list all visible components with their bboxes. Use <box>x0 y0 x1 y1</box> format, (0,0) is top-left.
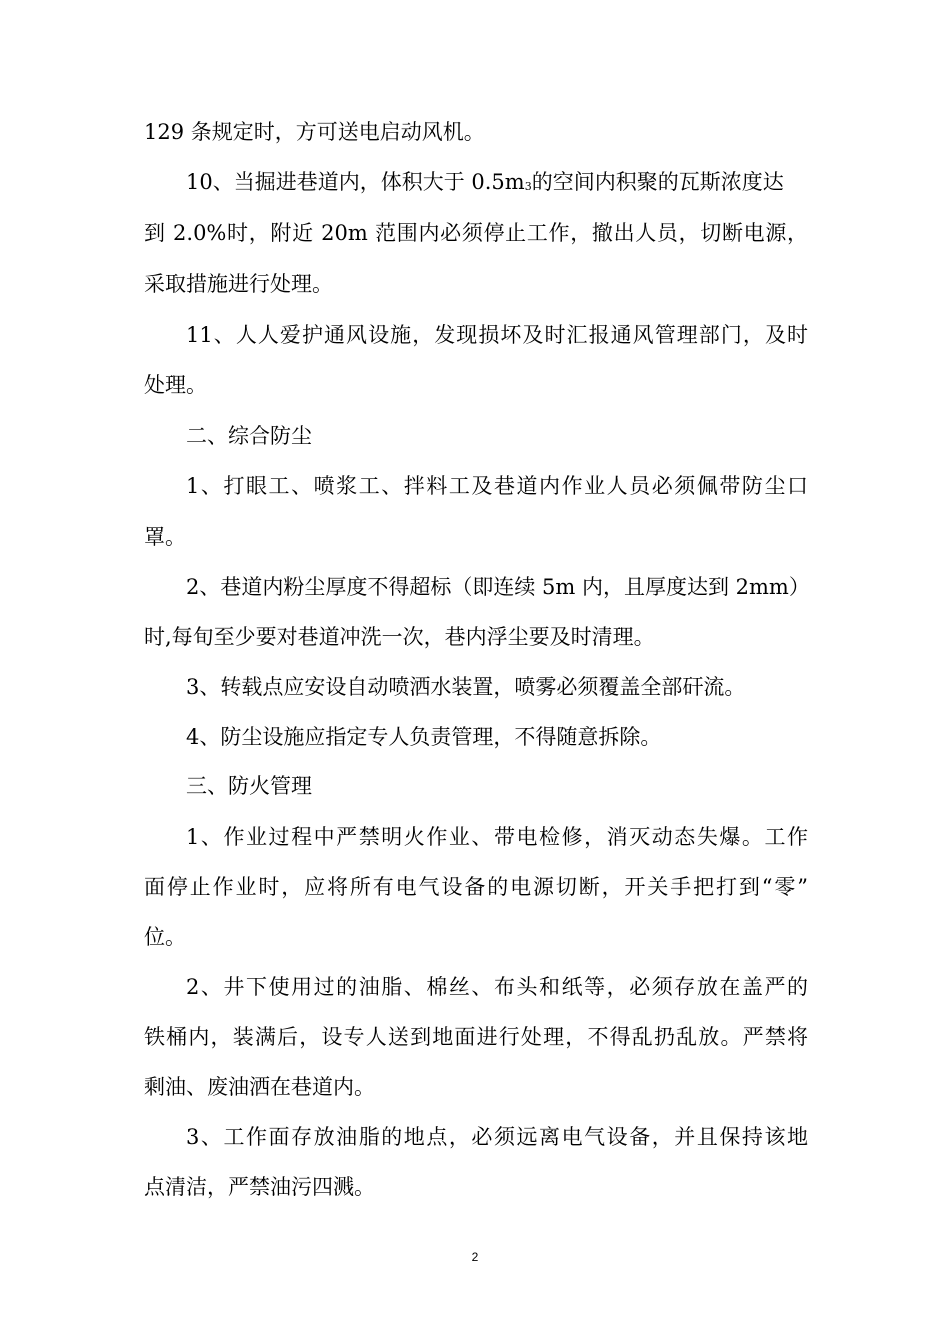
text-line: 铁桶内，装满后，设专人送到地面进行处理，不得乱扔乱放。严禁将 <box>144 1025 808 1049</box>
text-line: 到 2.0%时，附近 20m 范围内必须停止工作，撤出人员，切断电源， <box>144 221 808 245</box>
text-line <box>186 167 784 202</box>
text-line: 2、巷道内粉尘厚度不得超标（即连续 5m 内，且厚度达到 2mm） <box>186 575 810 599</box>
page-number: 2 <box>471 1250 479 1264</box>
text-line: 面停止作业时，应将所有电气设备的电源切断，开关手把打到“零” <box>144 875 808 899</box>
text-line: 11、人人爱护通风设施，发现损坏及时汇报通风管理部门，及时 <box>186 323 808 347</box>
text-line: 点清洁，严禁油污四溅。 <box>144 1175 375 1199</box>
text-line: 罩。 <box>144 525 186 549</box>
text-line: 采取措施进行处理。 <box>144 272 333 296</box>
section-heading: 三、防火管理 <box>186 774 312 798</box>
text-line: 位。 <box>144 925 186 949</box>
text-line: 时,每旬至少要对巷道冲洗一次，巷内浮尘要及时清理。 <box>144 625 655 649</box>
text-line: 剩油、废油洒在巷道内。 <box>144 1075 375 1099</box>
text-line: 3、转载点应安设自动喷洒水装置，喷雾必须覆盖全部矸流。 <box>186 675 746 699</box>
text-line: 2、井下使用过的油脂、棉丝、布头和纸等，必须存放在盖严的 <box>186 975 808 999</box>
superscript: 3 <box>524 180 532 193</box>
text-line: 129 条规定时，方可送电启动风机。 <box>144 120 485 144</box>
text-fragment: 10、当掘进巷道内，体积大于 0.5m <box>186 170 525 194</box>
text-fragment: 的空间内积聚的瓦斯浓度达 <box>531 170 784 194</box>
section-heading: 二、综合防尘 <box>186 424 312 448</box>
text-line: 处理。 <box>144 373 207 397</box>
text-line: 1、作业过程中严禁明火作业、带电检修，消灭动态失爆。工作 <box>186 825 808 849</box>
text-line: 4、防尘设施应指定专人负责管理，不得随意拆除。 <box>186 725 662 749</box>
text-line: 1、打眼工、喷浆工、拌料工及巷道内作业人员必须佩带防尘口 <box>186 474 808 498</box>
text-line: 3、工作面存放油脂的地点，必须远离电气设备，并且保持该地 <box>186 1125 808 1149</box>
